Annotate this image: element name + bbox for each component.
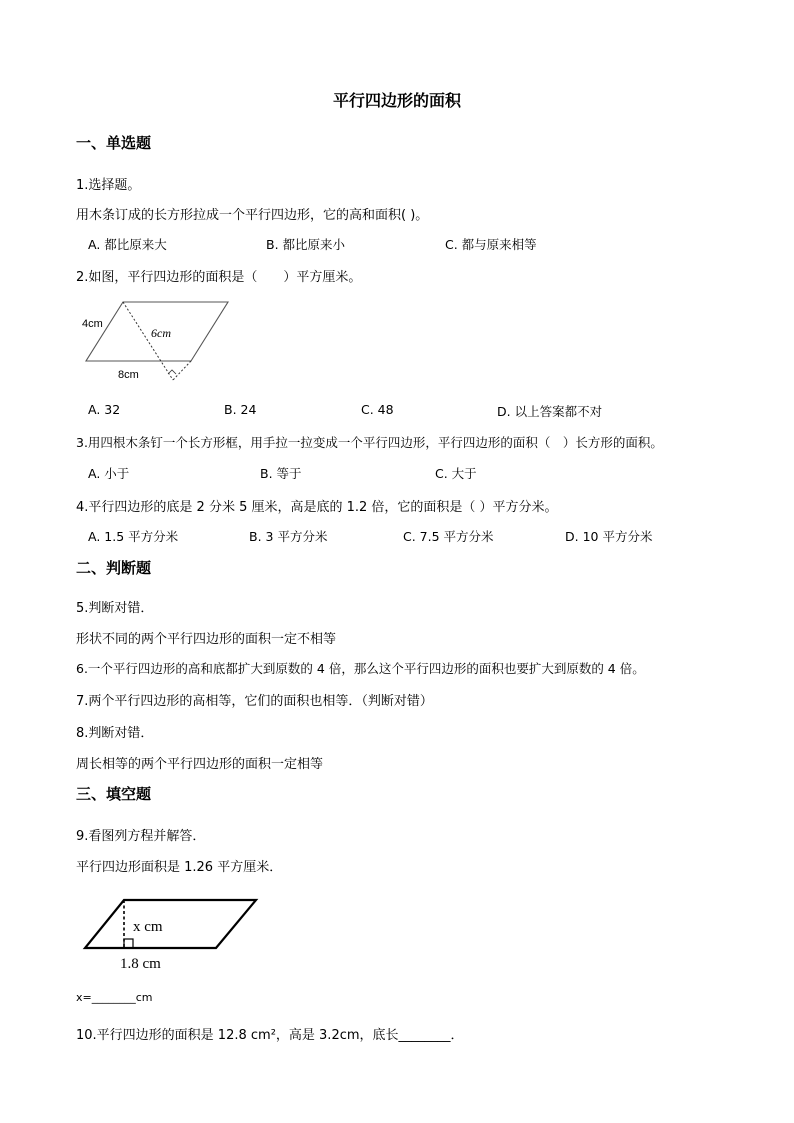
- question-2-option-c[interactable]: C. 48: [361, 402, 394, 417]
- question-8-number: 8.判断对错．: [76, 726, 154, 741]
- question-9-number: 9.看图列方程并解答．: [76, 829, 206, 844]
- question-8-stem: 周长相等的两个平行四边形的面积一定相等: [76, 757, 324, 772]
- question-2-option-d[interactable]: D. 以上答案都不对: [497, 404, 603, 419]
- question-3-option-a[interactable]: A. 小于: [88, 466, 130, 481]
- extended-side-dashed: [173, 361, 191, 380]
- question-2-option-b[interactable]: B. 24: [224, 402, 257, 417]
- question-4-option-a[interactable]: A. 1.5 平方分米: [88, 529, 179, 544]
- question-9-answer-blank[interactable]: x=________cm: [76, 991, 153, 1004]
- question-3-option-c[interactable]: C. 大于: [435, 466, 477, 481]
- section-heading-single-choice: 一、单选题: [76, 134, 152, 152]
- height-label: x cm: [133, 919, 163, 935]
- question-3-stem: 3.用四根木条钉一个长方形框，用手拉一拉变成一个平行四边形，平行四边形的面积（ ）长方形的面积。: [76, 435, 663, 450]
- question-1-option-a[interactable]: A. 都比原来大: [88, 237, 167, 252]
- question-7-stem: 7.两个平行四边形的高相等，它们的面积也相等．（判断对错）: [76, 694, 433, 709]
- right-angle-mark: [124, 939, 133, 948]
- question-2-option-a[interactable]: A. 32: [88, 402, 121, 417]
- question-1-number: 1.选择题。: [76, 178, 141, 193]
- question-1-option-c[interactable]: C. 都与原来相等: [445, 237, 537, 252]
- question-1-stem: 用木条订成的长方形拉成一个平行四边形，它的高和面积( )。: [76, 208, 429, 223]
- section-heading-true-false: 二、判断题: [76, 559, 152, 577]
- question-1-option-b[interactable]: B. 都比原来小: [266, 237, 346, 252]
- page-title: 平行四边形的面积: [332, 91, 461, 110]
- question-6-stem: 6.一个平行四边形的高和底都扩大到原数的 4 倍，那么这个平行四边形的面积也要扩大到原数的 4 倍。: [76, 661, 645, 676]
- parallelogram-shape: [85, 900, 256, 948]
- base-label: 1.8 cm: [120, 956, 161, 972]
- question-10-stem: 10.平行四边形的面积是 12.8 cm²，高是 3.2cm，底长________．: [76, 1028, 464, 1043]
- question-5-number: 5.判断对错．: [76, 601, 154, 616]
- height-label: 6cm: [151, 326, 171, 340]
- question-9-parallelogram-figure: [80, 894, 265, 974]
- question-3-option-b[interactable]: B. 等于: [260, 466, 302, 481]
- question-4-stem: 4.平行四边形的底是 2 分米 5 厘米，高是底的 1.2 倍，它的面积是（ ）平方分米。: [76, 500, 558, 515]
- question-4-option-d[interactable]: D. 10 平方分米: [565, 529, 653, 544]
- question-2-parallelogram-figure: [76, 294, 246, 388]
- question-9-stem: 平行四边形面积是 1.26 平方厘米．: [76, 860, 283, 875]
- base-label: 8cm: [118, 369, 139, 381]
- question-2-stem: 2.如图，平行四边形的面积是（ ）平方厘米。: [76, 270, 362, 285]
- side-label: 4cm: [82, 318, 103, 330]
- question-4-option-b[interactable]: B. 3 平方分米: [249, 529, 328, 544]
- question-4-option-c[interactable]: C. 7.5 平方分米: [403, 529, 494, 544]
- section-heading-fill-in: 三、填空题: [76, 785, 152, 803]
- question-5-stem: 形状不同的两个平行四边形的面积一定不相等: [76, 632, 337, 647]
